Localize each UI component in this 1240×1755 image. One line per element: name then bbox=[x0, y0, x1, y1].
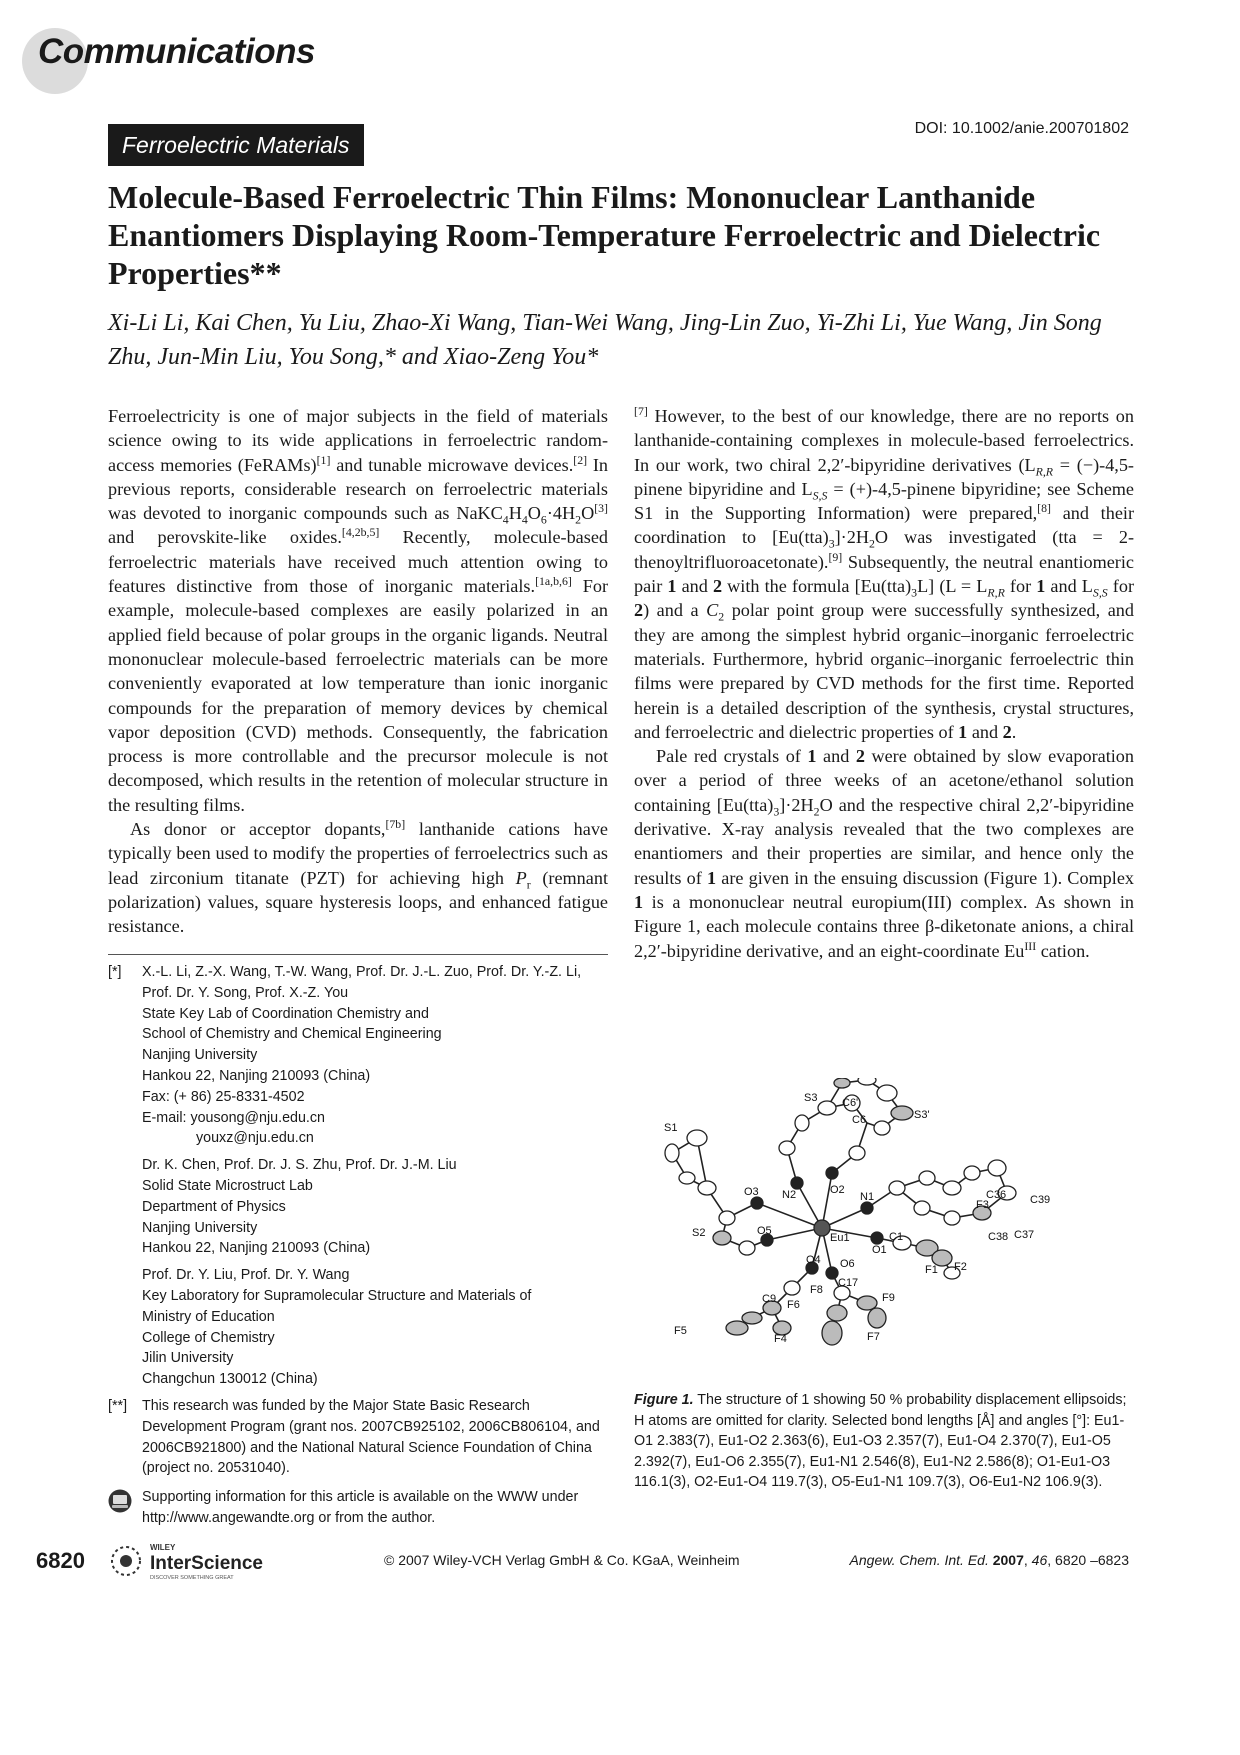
reference[interactable]: [1a,b,6] bbox=[535, 574, 572, 589]
atom-label: F9 bbox=[882, 1292, 895, 1304]
interscience-logo[interactable] bbox=[108, 1540, 278, 1582]
atom-label: C36 bbox=[986, 1189, 1007, 1201]
paragraph-crystals: Pale red crystals of 1 and 2 were obtained by slow evaporation over a period of three weeks of an acetone/ethanol solution containing $[Eu(tta)_3]\cdot 2H_2O$ and the respective chiral 2,2′-bipyridine derivative. X-ray analysis revealed that the two complexes are enantiomers and their properties are similar, and hence only the results of 1 are given in the ensuing discussion (Figure 1). Complex 1 is a mononuclear neutral europium(III) complex. As shown in Figure 1, each molecule contains three β-diketonate anions, a chiral 2,2′-bipyridine derivative, and an eight-coordinate $Eu^{III}$ cation. bbox=[634, 746, 1135, 961]
atom-label: S1 bbox=[664, 1122, 678, 1134]
reference[interactable]: [7] bbox=[634, 403, 648, 418]
author-list: Xi-Li Li, Kai Chen, Yu Liu, Zhao-Xi Wang, Tian-Wei Wang, Jing-Lin Zuo, Yi-Zhi Li, Yue Wang, Jin Song Zhu, Jun-Min Liu, You Song,* and Xiao-Zeng You* bbox=[108, 310, 1102, 370]
footnote-affiliations: [*] X.-L. Li, Z.-X. Wang, T.-W. Wang, Prof. Dr. J.-L. Zuo, Prof. Dr. Y.-Z. Li, Prof. Dr. Y. Song, Prof. X.-Z. You State Key Lab of Coordination Chemistry and School of Chemistry and Chemical Engineering Nanjing University Hankou 22, Nanjing 210093 (China) Fax: (+ 86) 25-8331-4502 E-mail: yousong@nju.edu.cn youxz@nju.edu.cn Dr. K. Chen, Prof. Dr. J. S. Zhu, Prof. Dr. J.-M. Liu Solid State Microstruct Lab Department of Physics Nanjing University Hankou 22, Nanjing 210093 (China) Prof. Dr. Y. Liu, Prof. Dr. Y. Wang Key Laboratory for Supramolecular Structure and Materials of Ministry of Education College of Chemistry Jilin University Changchun 130012 (China) bbox=[108, 962, 610, 1390]
atom-label: C6 bbox=[852, 1114, 867, 1126]
reference[interactable]: [7b] bbox=[385, 816, 406, 831]
atom-label: O6 bbox=[840, 1258, 855, 1270]
atom-label: Eu1 bbox=[830, 1232, 850, 1244]
atom-label: F2 bbox=[954, 1261, 967, 1273]
atom-label: O1 bbox=[872, 1244, 887, 1256]
paragraph-dopants-continued: [7] However, to the best of our knowledge, there are no reports on lanthanide-containing complexes in molecule-based ferroelectrics. In our work, two chiral 2,2′-bipyridine derivatives ($L_{R,R}$ = (−)-4,5-pinene bipyridine and $L_{S,S}$ = (+)-4,5-pinene bipyridine; see Scheme S1 in the Supporting Information) were prepared,[8] and their coordination to $[Eu(tta)_3]\cdot 2H_2O$ was investigated (tta = 2-thenoyltrifluoroacetonate).[9] Subsequently, the neutral enantiomeric pair 1 and 2 with the formula $[Eu(tta)_3L] (L = L_{R,R}$ for 1 and $L_{S,S}$ for 2) and a $C_2$ polar point group were successfully synthesized, and they are among the simplest hybrid organic–inorganic ferroelectric materials. Furthermore, hybrid organic–inorganic ferroelectric thin films were prepared by CVD methods for the first time. Reported herein is a detailed description of the synthesis, crystal structures, and ferroelectric and dielectric properties of 1 and 2. bbox=[634, 403, 1135, 742]
footnotes bbox=[108, 962, 610, 1529]
figure-1-molecular-structure bbox=[652, 1078, 1132, 1378]
svg-text:DISCOVER SOMETHING GREAT: DISCOVER SOMETHING GREAT bbox=[150, 1575, 234, 1581]
svg-text:WILEY: WILEY bbox=[150, 1543, 176, 1552]
atom-label: S2 bbox=[692, 1227, 706, 1239]
svg-text:InterScience: InterScience bbox=[150, 1553, 263, 1574]
section-label: Communications bbox=[38, 32, 315, 71]
atom-label: F5 bbox=[674, 1325, 687, 1337]
atom-label: F4 bbox=[774, 1333, 787, 1345]
body-column-left bbox=[108, 404, 608, 939]
atom-label: C9 bbox=[762, 1293, 777, 1305]
atom-label: N2 bbox=[782, 1189, 797, 1201]
atom-label: O4 bbox=[806, 1254, 821, 1266]
atom-label: O3 bbox=[744, 1186, 759, 1198]
footnote-supporting-info: Supporting information for this article is available on the WWW under http://www.angewandte.org or from the author. bbox=[108, 1487, 610, 1529]
email-link[interactable]: youxz@nju.edu.cn bbox=[196, 1130, 314, 1147]
page-number: 6820 bbox=[36, 1548, 85, 1573]
reference[interactable]: [2] bbox=[573, 452, 588, 467]
atom-label: C6' bbox=[842, 1097, 859, 1109]
email-link[interactable]: E-mail: yousong@nju.edu.cn bbox=[142, 1109, 325, 1126]
paragraph-dopants: As donor or acceptor dopants,[7b] lanthanide cations have typically been used to modify the properties of ferroelectrics such as lead zirconium titanate (PZT) for achieving high $P_r$ (remnant polarization) values, square hysteresis loops, and enhanced fatigue resistance. bbox=[108, 816, 608, 937]
atom-label: F1 bbox=[925, 1264, 938, 1276]
atom-label: C37 bbox=[1014, 1229, 1035, 1241]
article-title: Molecule-Based Ferroelectric Thin Films: Mononuclear Lanthanide Enantiomers Displaying Room-Temperature Ferroelectric and Dielectric Properties** bbox=[108, 179, 1101, 291]
footnote-mark: [*] bbox=[108, 964, 122, 980]
reference[interactable]: [9] bbox=[828, 549, 843, 564]
footnote-funding: [**] This research was funded by the Major State Basic Research Development Program (grant nos. 2007CB925102, 2006CB806104, and 2006CB921800) and the National Natural Science Foundation of China (project no. 20531040). bbox=[108, 1397, 600, 1477]
reference[interactable]: [4,2b,5] bbox=[341, 525, 380, 540]
atom-label: C39 bbox=[1030, 1194, 1051, 1206]
atom-label: C17 bbox=[838, 1277, 859, 1289]
atom-label: F3 bbox=[976, 1199, 989, 1211]
reference[interactable]: [8] bbox=[1037, 501, 1051, 516]
atom-label: F7 bbox=[867, 1331, 880, 1343]
atom-label: S3' bbox=[914, 1109, 930, 1121]
atom-label: F8 bbox=[810, 1284, 823, 1296]
computer-icon bbox=[107, 1489, 133, 1513]
paragraph-intro: Ferroelectricity is one of major subjects in the field of materials science owing to its wide applications in ferroelectric random-access memories (FeRAMs)[1] and tunable microwave devices.[2] In previous reports, considerable research on ferroelectric materials was devoted to inorganic compounds such as $NaKC_4H_4O_6\cdot 4H_2O[3]$ and perovskite-like oxides.[4,2b,5] Recently, molecule-based ferroelectric materials have received much attention owing to features distinctive from those of inorganic materials.[1a,b,6] For example, molecule-based complexes are easily polarized in an applied field because of polar groups in the organic ligands. Neutral mononuclear molecule-based ferroelectric materials can be more conveniently evaporated at low temperature than ionic inorganic compounds for the preparation of memory devices by chemical vapor deposition (CVD) methods. Consequently, the fabrication process is more controllable and the precursor molecule is not decomposed, which results in the retention of molecular structure in the resulting films. bbox=[108, 406, 609, 815]
atom-label: N1 bbox=[860, 1191, 875, 1203]
copyright: © 2007 Wiley-VCH Verlag GmbH & Co. KGaA, Weinheim bbox=[384, 1552, 740, 1568]
atom-label: O5 bbox=[757, 1225, 772, 1237]
footnote-mark: [**] bbox=[108, 1397, 128, 1414]
reference[interactable]: [1] bbox=[316, 452, 331, 467]
atom-label: C38 bbox=[988, 1231, 1009, 1243]
atom-label: C1 bbox=[889, 1231, 904, 1243]
doi[interactable]: DOI: 10.1002/anie.200701802 bbox=[914, 120, 1129, 137]
figure-1-caption: Figure 1. The structure of 1 showing 50 % probability displacement ellipsoids; H atoms are omitted for clarity. Selected bond lengths [Å] and angles [°]: Eu1-O1 2.383(7), Eu1-O2 2.363(6), Eu1-O3 2.357(7), Eu1-O4 2.370(7), Eu1-O5 2.392(7), Eu1-O6 2.355(7), Eu1-N1 2.546(8), Eu1-N2 2.586(8); O1-Eu1-O3 116.1(3), O2-Eu1-O4 119.7(3), O5-Eu1-N1 109.7(3), O6-Eu1-N2 106.9(3). bbox=[634, 1392, 1127, 1491]
body-column-right bbox=[634, 404, 1134, 963]
atom-label: F6 bbox=[787, 1299, 800, 1311]
topic-label: Ferroelectric Materials bbox=[108, 124, 364, 166]
footnote-divider bbox=[108, 954, 608, 955]
atom-label: O2 bbox=[830, 1184, 845, 1196]
journal-citation: Angew. Chem. Int. Ed. 2007, 46, 6820 –6823 bbox=[849, 1552, 1129, 1568]
atom-label: S3 bbox=[804, 1092, 818, 1104]
reference[interactable]: [3] bbox=[594, 501, 608, 516]
